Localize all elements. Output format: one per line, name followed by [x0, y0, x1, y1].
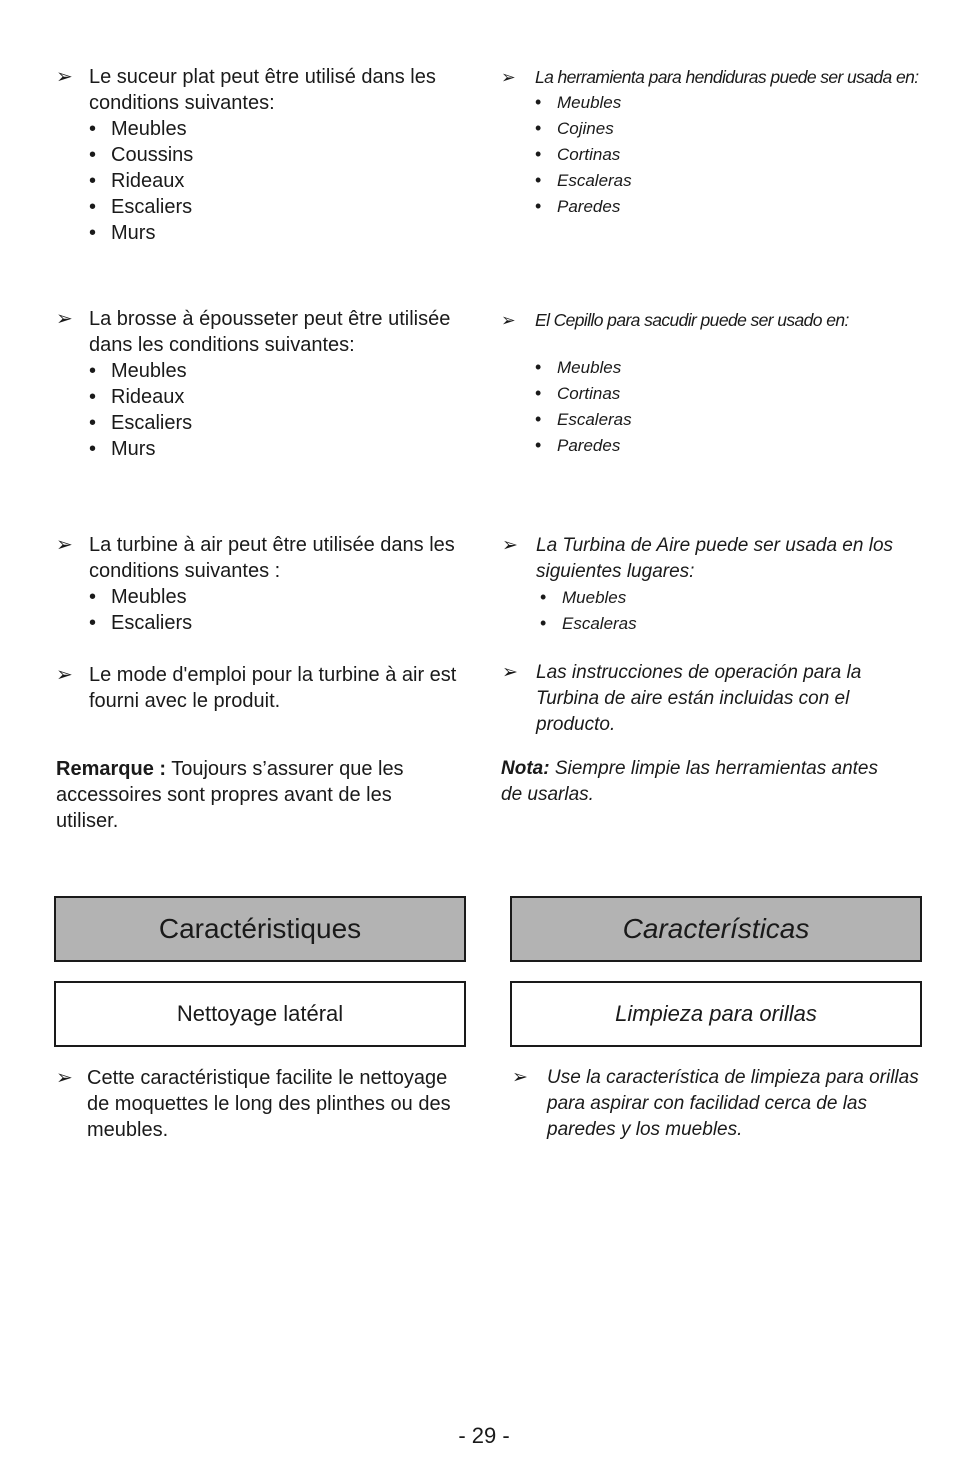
fr-note-text: Toujours s’assurer que les accessoires sont propres avant de les utiliser. — [56, 758, 404, 832]
fr-section-turbine-instructions — [56, 662, 476, 714]
arrow-bullet-icon: ➢ — [501, 67, 516, 87]
arrow-bullet-icon: ➢ — [56, 1067, 73, 1089]
list-item: • Cortinas — [535, 142, 921, 168]
es-note — [501, 756, 901, 808]
page-number: - 29 - — [458, 1423, 510, 1448]
fr-section-crevice-tool — [56, 64, 476, 246]
es-crevice-intro: La herramienta para hendiduras puede ser usada en: — [535, 67, 919, 87]
list-item: • Muebles — [540, 585, 922, 611]
list-item: • Meubles — [535, 90, 921, 116]
list-item: • Rideaux — [89, 384, 476, 410]
fr-turbine-intro: La turbine à air peut être utilisée dans les conditions suivantes : — [89, 534, 455, 582]
es-section-turbine-instructions — [502, 660, 922, 738]
fr-features-heading: Caractéristiques — [54, 896, 466, 962]
list-item: • Meubles — [89, 358, 476, 384]
list-item: • Murs — [89, 220, 476, 246]
list-item: • Escaleras — [540, 611, 922, 637]
es-section-dusting-brush — [501, 307, 921, 459]
arrow-bullet-icon: ➢ — [56, 66, 73, 88]
arrow-bullet-icon: ➢ — [502, 662, 518, 683]
fr-edge-cleaning-text: ➢ Cette caractéristique facilite le nettoyage de moquettes le long des plinthes ou des meubles. — [56, 1067, 451, 1141]
fr-section-air-turbine — [56, 532, 476, 636]
arrow-bullet-icon: ➢ — [502, 535, 518, 556]
fr-note-label: Remarque : — [56, 758, 167, 780]
fr-dusting-list — [56, 358, 476, 462]
fr-instructions-text: Le mode d'emploi pour la turbine à air est fourni avec le produit. — [89, 664, 457, 712]
fr-crevice-list — [56, 116, 476, 246]
list-item: • Murs — [89, 436, 476, 462]
arrow-bullet-icon: ➢ — [56, 534, 73, 556]
es-note-text: Siempre limpie las herramientas antes de usarlas. — [501, 758, 878, 805]
es-dusting-list — [501, 355, 921, 459]
es-instructions-text: Las instrucciones de operación para la Turbina de aire están incluidas con el producto. — [536, 662, 862, 735]
list-item: • Meubles — [89, 584, 476, 610]
fr-section-dusting-brush — [56, 306, 476, 462]
fr-note — [56, 756, 456, 834]
list-item: • Escaliers — [89, 610, 476, 636]
es-turbine-list — [506, 585, 922, 637]
list-item: • Paredes — [535, 194, 921, 220]
list-item: • Rideaux — [89, 168, 476, 194]
es-edge-cleaning-text: ➢ Use la característica de limpieza para orillas para aspirar con facilidad cerca de las paredes y los muebles. — [512, 1067, 919, 1140]
list-item: • Paredes — [535, 433, 921, 459]
list-item: • Escaleras — [535, 407, 921, 433]
es-section-air-turbine — [502, 533, 922, 637]
arrow-bullet-icon: ➢ — [56, 664, 73, 686]
es-note-label: Nota: — [501, 758, 550, 779]
arrow-bullet-icon: ➢ — [56, 308, 73, 330]
es-turbine-intro: La Turbina de Aire puede ser usada en los siguientes lugares: — [536, 535, 894, 582]
list-item: • Cortinas — [535, 381, 921, 407]
fr-crevice-intro: Le suceur plat peut être utilisé dans les conditions suivantes: — [89, 66, 436, 114]
list-item: • Meubles — [535, 355, 921, 381]
list-item: • Cojines — [535, 116, 921, 142]
fr-dusting-intro: La brosse à épousseter peut être utilisée dans les conditions suivantes: — [89, 308, 451, 356]
es-dusting-intro: El Cepillo para sacudir puede ser usado en: — [535, 310, 849, 330]
list-item: • Escaliers — [89, 410, 476, 436]
es-edge-cleaning-heading: Limpieza para orillas — [510, 981, 922, 1047]
es-section-crevice-tool — [501, 64, 921, 220]
es-features-heading: Características — [510, 896, 922, 962]
fr-turbine-list — [56, 584, 476, 636]
arrow-bullet-icon: ➢ — [512, 1067, 528, 1088]
es-crevice-list — [501, 90, 921, 220]
fr-edge-cleaning-heading: Nettoyage latéral — [54, 981, 466, 1047]
list-item: • Escaliers — [89, 194, 476, 220]
list-item: • Escaleras — [535, 168, 921, 194]
arrow-bullet-icon: ➢ — [501, 310, 516, 330]
list-item: • Coussins — [89, 142, 476, 168]
list-item: • Meubles — [89, 116, 476, 142]
